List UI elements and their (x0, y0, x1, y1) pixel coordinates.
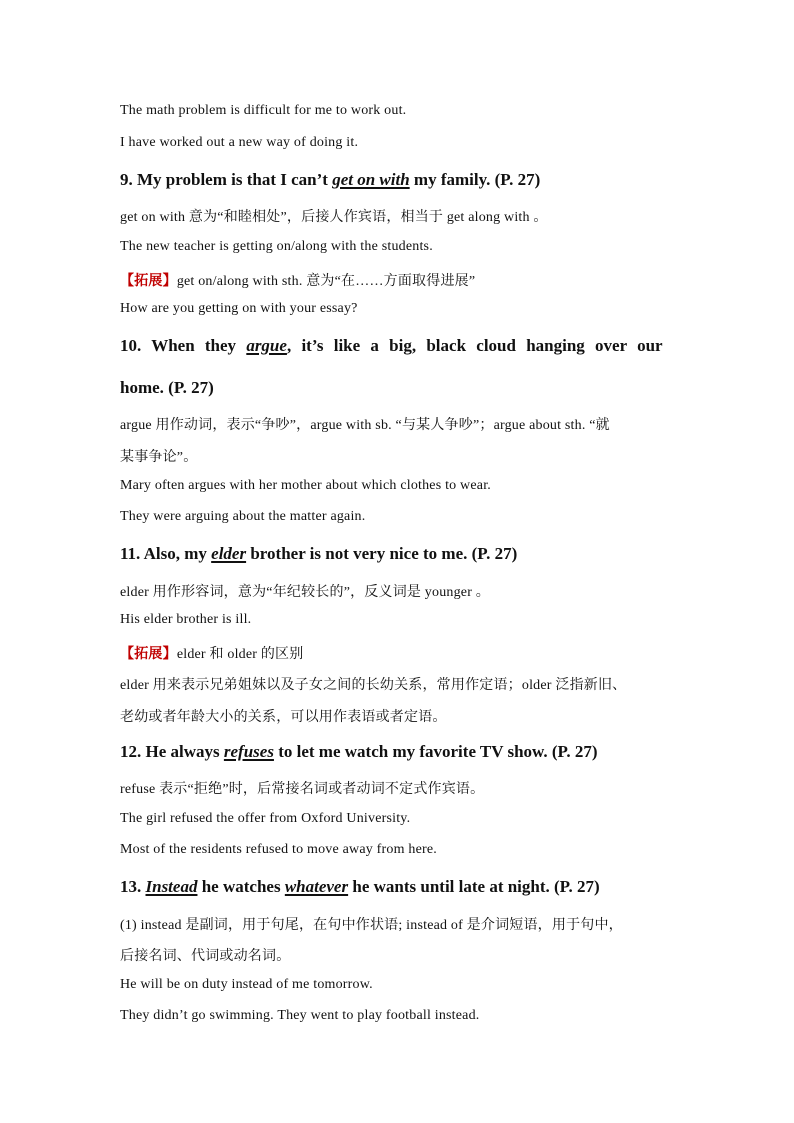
example-sentence: They didn’t go swimming. They went to play football instead. (120, 1008, 480, 1023)
extension-note: 【拓展】get on/along with sth. 意为“在……方面取得进展” (120, 274, 476, 289)
explanation: get on with 意为“和睦相处”，后接人作宾语，相当于 get along with 。 (120, 210, 548, 225)
key-phrase: refuses (223, 742, 274, 761)
item-heading-9: 9. My problem is that I can’t get on with my family. (P. 27) (120, 170, 541, 189)
example-sentence: His elder brother is ill. (120, 612, 252, 627)
item-heading-13: 13. Instead he watches whatever he wants until late at night. (P. 27) (120, 877, 600, 896)
example-sentence: Mary often argues with her mother about which clothes to wear. (120, 478, 491, 493)
example-sentence: I have worked out a new way of doing it. (120, 135, 359, 150)
key-phrase: Instead (145, 877, 198, 896)
key-phrase: get on with (332, 170, 410, 189)
explanation: 后接名词、代词或动名词。 (120, 949, 291, 964)
item-heading-11: 11. Also, my elder brother is not very nice to me. (P. 27) (120, 544, 518, 563)
explanation: (1) instead 是副词，用于句尾，在句中作状语; instead of 是介词短语，用于句中， (120, 918, 623, 933)
example-sentence: They were arguing about the matter again. (120, 509, 366, 524)
extension-note: 【拓展】elder 和 older 的区别 (120, 647, 304, 662)
item-heading-10-cont: home. (P. 27) (120, 378, 214, 397)
item-heading-10: 10. When they argue, it’s like a big, black cloud hanging over our (120, 336, 663, 355)
key-phrase: whatever (284, 877, 349, 896)
example-sentence: The girl refused the offer from Oxford University. (120, 811, 411, 826)
explanation: elder 用作形容词，意为“年纪较长的”，反义词是 younger 。 (120, 585, 490, 600)
explanation: 老幼或者年龄大小的关系，可以用作表语或者定语。 (120, 710, 447, 725)
example-sentence: The new teacher is getting on/along with the students. (120, 239, 433, 254)
example-sentence: The math problem is difficult for me to work out. (120, 103, 407, 118)
explanation: elder 用来表示兄弟姐妹以及子女之间的长幼关系，常用作定语；older 泛指新旧、 (120, 678, 627, 693)
extension-tag: 【拓展】 (120, 647, 177, 662)
example-sentence: Most of the residents refused to move away from here. (120, 842, 437, 857)
explanation: 某事争论”。 (120, 450, 198, 465)
explanation: refuse 表示“拒绝”时，后常接名词或者动词不定式作宾语。 (120, 782, 485, 797)
example-sentence: How are you getting on with your essay? (120, 301, 358, 316)
explanation: argue 用作动词，表示“争吵”，argue with sb. “与某人争吵”；argue about sth. “就 (120, 418, 610, 433)
example-sentence: He will be on duty instead of me tomorrow. (120, 977, 373, 992)
item-heading-12: 12. He always refuses to let me watch my favorite TV show. (P. 27) (120, 742, 598, 761)
key-phrase: argue (246, 336, 287, 355)
key-phrase: elder (211, 544, 247, 563)
extension-tag: 【拓展】 (120, 274, 177, 289)
